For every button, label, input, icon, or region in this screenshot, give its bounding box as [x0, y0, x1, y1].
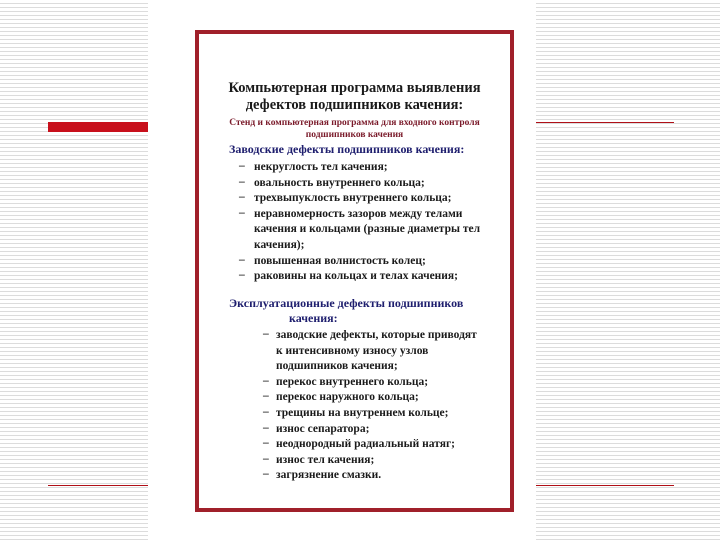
- left-stripe-background: [0, 0, 148, 540]
- list-item-line: перекос наружного кольца;: [276, 391, 419, 404]
- left-red-rule: [48, 485, 148, 486]
- bullet-dash: –: [263, 421, 269, 434]
- list-item-line: трещины на внутреннем кольце;: [276, 407, 449, 419]
- accent-red-bar: [48, 122, 148, 132]
- section-2-heading-line-2: качения:: [289, 311, 338, 325]
- bullet-dash: –: [263, 390, 269, 403]
- bullet-dash: –: [239, 191, 245, 204]
- list-item-line: подшипников качения;: [276, 360, 398, 373]
- subtitle-line-2: подшипников качения: [305, 130, 404, 140]
- bullet-dash: –: [239, 175, 245, 188]
- subtitle-line-1: Стенд и компьютерная программа для входного контроля: [229, 118, 480, 128]
- title-line-1: Компьютерная программа выявления: [228, 80, 481, 96]
- section-2-heading-line-1: Эксплуатационные дефекты подшипников: [229, 296, 464, 310]
- bullet-dash: –: [263, 328, 269, 340]
- list-item-line: качения и кольцами (разные диаметры тел: [254, 223, 481, 236]
- bullet-dash: –: [239, 253, 245, 266]
- bullet-dash: –: [263, 406, 269, 418]
- document-page: [198, 33, 511, 509]
- list-item-line: повышенная волнистость колец;: [254, 254, 426, 267]
- section-1-heading: Заводские дефекты подшипников качения:: [229, 142, 465, 156]
- bullet-dash: –: [263, 452, 269, 465]
- list-item-line: к интенсивному износу узлов: [276, 344, 429, 357]
- title-line-2: дефектов подшипников качения:: [245, 97, 464, 113]
- list-item-line: загрязнение смазки.: [276, 469, 382, 482]
- bullet-dash: –: [263, 437, 269, 450]
- list-item-line: некруглость тел качения;: [254, 161, 388, 173]
- right-red-rule-top: [536, 122, 674, 123]
- bullet-dash: –: [239, 269, 245, 282]
- bullet-dash: –: [263, 468, 269, 481]
- right-stripe-background: [536, 0, 720, 540]
- list-item-line: износ сепаратора;: [276, 422, 370, 435]
- list-item-line: неоднородный радиальный натяг;: [276, 438, 456, 451]
- bullet-dash: –: [239, 160, 245, 172]
- list-item-line: неравномерность зазоров между телами: [254, 207, 463, 220]
- list-item-line: качения);: [254, 239, 305, 251]
- list-item-line: заводские дефекты, которые приводят: [276, 329, 477, 341]
- list-item-line: износ тел качения;: [276, 453, 375, 466]
- right-red-rule-bottom: [536, 485, 674, 486]
- list-item-line: трехвыпуклость внутреннего кольца;: [254, 192, 452, 205]
- list-item-line: овальность внутреннего кольца;: [254, 176, 425, 189]
- list-item-line: раковины на кольцах и телах качения;: [254, 270, 458, 283]
- bullet-dash: –: [239, 206, 245, 219]
- list-item-line: перекос внутреннего кольца;: [276, 375, 429, 388]
- bullet-dash: –: [263, 374, 269, 387]
- document-frame: [195, 30, 514, 512]
